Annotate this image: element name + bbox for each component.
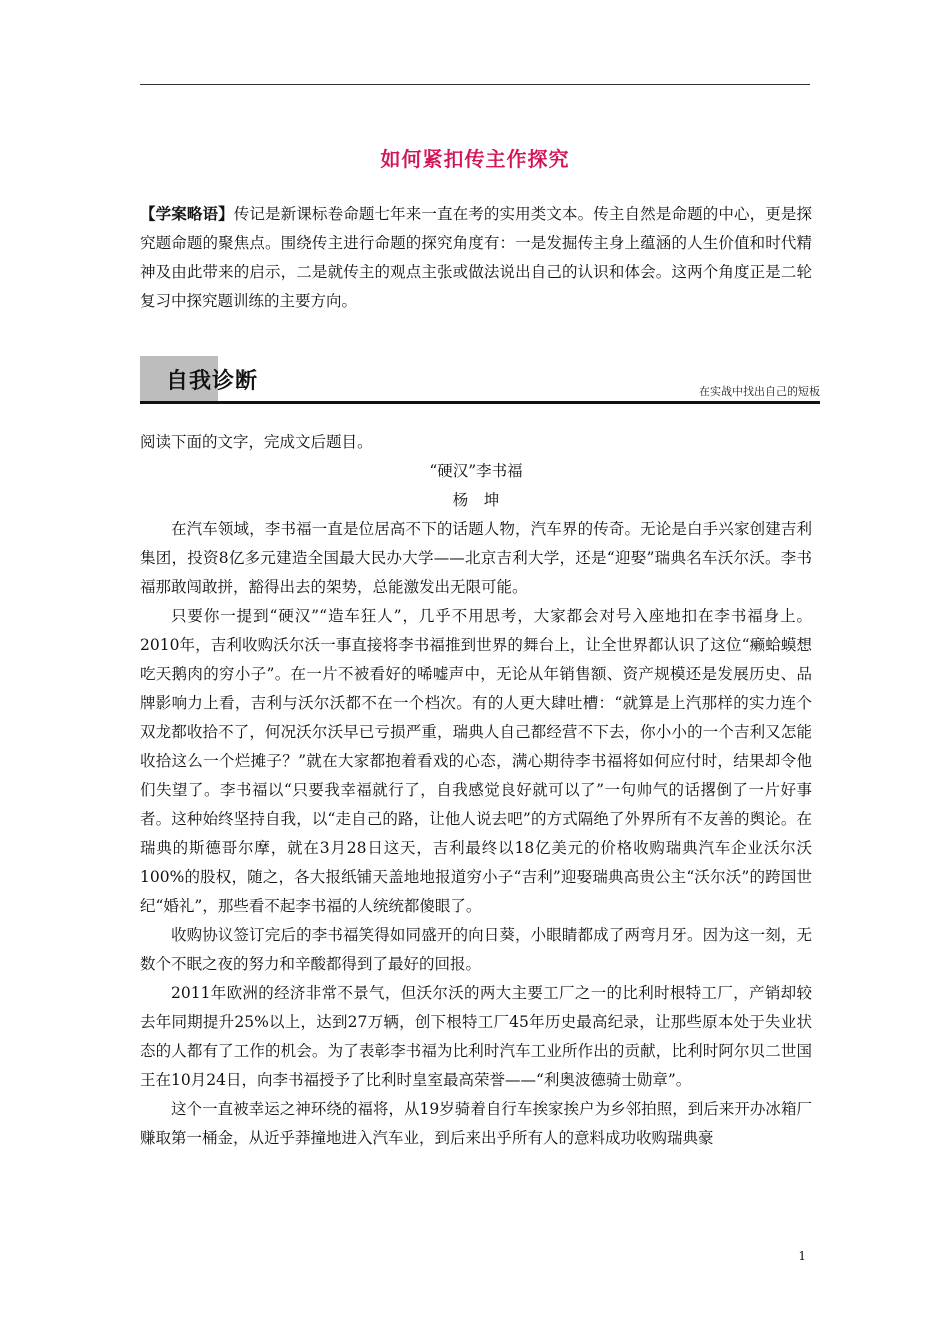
paragraph: 2011年欧洲的经济非常不景气，但沃尔沃的两大主要工厂之一的比利时根特工厂，产销却较去年同期提升25%以上，达到27万辆，创下根特工厂45年历史最高纪录，让那些原本处于失业状态的人都有了工作的机会。为了表彰李书福为比利时汽车工业所作出的贡献，比利时阿尔贝二世国王在10月24日，向李书福授予了比利时皇室最高荣誉——“利奥波德骑士勋章”。 xyxy=(140,984,812,1089)
paragraph: 在汽车领域，李书福一直是位居高不下的话题人物，汽车界的传奇。无论是白手兴家创建吉利集团，投资8亿多元建造全国最大民办大学——北京吉利大学，还是“迎娶”瑞典名车沃尔沃。李书福那敢闯敢拼，豁得出去的架势，总能激发出无限可能。 xyxy=(140,520,812,596)
article-author: 杨 坤 xyxy=(452,491,500,509)
intro-block xyxy=(140,200,812,316)
section-subtitle: 在实战中找出自己的短板 xyxy=(699,385,820,398)
section-rule xyxy=(140,401,820,404)
instruction: 阅读下面的文字，完成文后题目。 xyxy=(140,433,373,451)
section-heading: 自我诊断 xyxy=(166,369,259,394)
paragraph: 只要你一提到“硬汉”“造车狂人”，几乎不用思考，大家都会对号入座地扣在李书福身上。2010年，吉利收购沃尔沃一事直接将李书福推到世界的舞台上，让全世界都认识了这位“癞蛤蟆想吃天鹅肉的穷小子”。在一片不被看好的唏嘘声中，无论从年销售额、资产规模还是发展历史、品牌影响力上看，吉利与沃尔沃都不在一个档次。有的人更大肆吐槽：“就算是上汽那样的实力连个双龙都收拾不了，何况沃尔沃早已亏损严重，瑞典人自己都经营不下去，你小小的一个吉利又怎能收拾这么一个烂摊子？”就在大家都抱着看戏的心态，满心期待李书福将如何应付时，结果却令他们失望了。李书福以“只要我幸福就行了，自我感觉良好就可以了”一句帅气的话撂倒了一片好事者。这种始终坚持自我，以“走自己的路，让他人说去吧”的方式隔绝了外界所有不友善的舆论。在瑞典的斯德哥尔摩，就在3月28日这天，吉利最终以18亿美元的价格收购瑞典汽车企业沃尔沃100%的股权，随之，各大报纸铺天盖地地报道穷小子“吉利”迎娶瑞典高贵公主“沃尔沃”的跨国世纪“婚礼”，那些看不起李书福的人统统都傻眼了。 xyxy=(140,607,812,915)
section-header xyxy=(140,356,820,406)
page-title: 如何紧扣传主作探究 xyxy=(380,147,570,171)
intro-text: 传记是新课标卷命题七年来一直在考的实用类文本。传主自然是命题的中心，更是探究题命题的聚焦点。围绕传主进行命题的探究角度有：一是发掘传主身上蕴涵的人生价值和时代精神及由此带来的启示，二是就传主的观点主张或做法说出自己的认识和体会。这两个角度正是二轮复习中探究题训练的主要方向。 xyxy=(140,205,812,310)
header-rule xyxy=(140,84,810,85)
paragraph: 收购协议签订完后的李书福笑得如同盛开的向日葵，小眼睛都成了两弯月牙。因为这一刻，无数个不眠之夜的努力和辛酸都得到了最好的回报。 xyxy=(140,926,812,973)
paragraph: 这个一直被幸运之神环绕的福将，从19岁骑着自行车挨家挨户为乡邻拍照，到后来开办冰箱厂赚取第一桶金，从近乎莽撞地进入汽车业，到后来出乎所有人的意料成功收购瑞典豪 xyxy=(140,1100,812,1147)
intro-tag: 【学案略语】 xyxy=(140,205,234,223)
article-body xyxy=(140,428,812,1153)
article-title: “硬汉”李书福 xyxy=(429,462,523,480)
page-number: 1 xyxy=(798,1249,806,1263)
